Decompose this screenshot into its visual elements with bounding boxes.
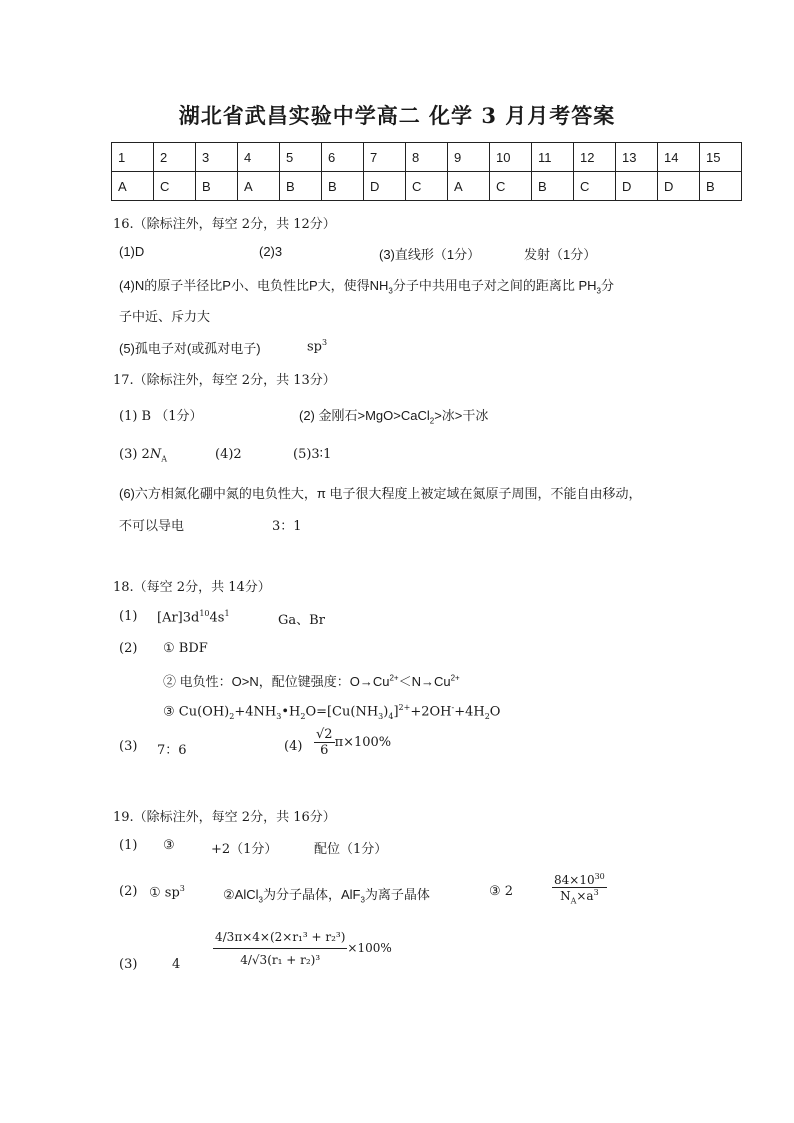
- answer-table-number-row: [112, 143, 742, 172]
- question-number-cell: 13: [616, 143, 658, 172]
- q19-header: 19.（除标注外，每空 2分，共 16分）: [113, 810, 336, 825]
- q16-p4a2: 分子中共用电子对之间的距离比 PH: [392, 278, 597, 293]
- q18-p1b-sup1: 10: [199, 609, 210, 618]
- q18-part3-label: (3): [119, 739, 138, 754]
- q18-p2iii-i: O: [489, 704, 501, 720]
- q19-p2c-sub2: 3: [360, 895, 365, 905]
- q17-p3-na: N: [149, 447, 162, 462]
- q18-part2-ii: [163, 671, 460, 690]
- q19-p2-denominator: [552, 888, 607, 905]
- q17-part6-ratio: 3：1: [272, 519, 302, 534]
- q18-p4-denominator: 6: [320, 743, 329, 758]
- q16-p4a3: 分: [600, 278, 614, 293]
- q19-p2b-sup: 3: [179, 884, 185, 893]
- q19-part3-formula: [213, 930, 392, 967]
- answer-cell: D: [658, 172, 700, 201]
- q18-p2iii-c: •H: [281, 704, 301, 720]
- q19-p3-denominator: 4/√3(r₁ + r₂)³: [240, 953, 321, 967]
- q18-part2-i: ① BDF: [163, 641, 208, 656]
- answer-cell: D: [616, 172, 658, 201]
- q18-p2ii-b: ＜N→Cu: [398, 674, 451, 689]
- q17-part6-line2: 不可以导电: [119, 518, 185, 533]
- answer-cell: C: [574, 172, 616, 201]
- q19-part1-bond: 配位（1分）: [314, 842, 388, 857]
- q19-p2c: ②AlCl: [223, 887, 259, 902]
- q19-part2-iii: ③ 2: [489, 884, 514, 899]
- answer-cell: B: [532, 172, 574, 201]
- q18-p2iii-s3: 2: [300, 711, 306, 721]
- q19-p2-num-text: 84×10: [554, 873, 595, 887]
- q19-part1-label: (1): [119, 838, 138, 853]
- question-number-cell: 10: [490, 143, 532, 172]
- q16-part5-b: [307, 338, 327, 354]
- q18-p2iii-s5: 4: [388, 711, 394, 721]
- question-number-cell: 2: [154, 143, 196, 172]
- q18-p2iii-s6: 2: [484, 711, 490, 721]
- question-number-cell: 4: [238, 143, 280, 172]
- q17-part2: [299, 405, 488, 426]
- q16-part4-line1: [119, 275, 614, 296]
- q19-p2-numerator: [552, 872, 607, 888]
- q16-p5b: sp: [307, 339, 322, 355]
- q18-p2iii-f: ]: [393, 704, 399, 720]
- q17-p3-na-sub: A: [161, 454, 167, 464]
- q18-p1b: [Ar]3d: [157, 610, 200, 626]
- q19-part3-count: 4: [172, 957, 181, 972]
- q18-p4-numerator: √2: [316, 727, 333, 742]
- question-number-cell: 9: [448, 143, 490, 172]
- q18-p2ii-sup2: 2+: [450, 673, 460, 683]
- q18-p2iii-b: +4NH: [234, 704, 277, 720]
- q18-p2iii-sup: 2+: [398, 703, 411, 712]
- answer-cell: A: [448, 172, 490, 201]
- q18-header: 18.（每空 2分，共 14分）: [113, 580, 271, 595]
- q19-p2-den-text2: ×a: [576, 889, 594, 903]
- q18-p2ii-sup: 2+: [389, 673, 399, 683]
- q18-p4-fraction: [314, 727, 335, 758]
- q19-p2c-sub: 3: [258, 895, 263, 905]
- q19-p2c2: 为分子晶体，AlF: [262, 887, 361, 902]
- answer-cell: C: [490, 172, 532, 201]
- q19-p3-numerator: 4/3π×4×(2×r₁³ + r₂³): [213, 930, 347, 949]
- q16-p4a2-sub: 3: [596, 286, 601, 296]
- q18-part1-label: (1): [119, 609, 138, 624]
- q18-p2iii-sup2: -: [451, 703, 455, 712]
- q19-part2-i: [149, 884, 185, 900]
- q17-part5: (5)3∶1: [293, 447, 332, 462]
- q18-p1b-sup2: 1: [224, 609, 230, 618]
- q17-part1: (1) B （1分）: [119, 409, 203, 424]
- q18-p2iii-s4: 3: [378, 711, 384, 721]
- q18-part2-iii: [163, 703, 500, 721]
- q18-p2iii-h: +4H: [454, 704, 485, 720]
- page-title: 湖北省武昌实验中学高二 化学 3 月月考答案: [178, 103, 616, 128]
- q19-part3-label: (3): [119, 957, 138, 972]
- q19-p2-den-sup: 3: [593, 888, 599, 897]
- q19-p2b: ① sp: [149, 885, 180, 901]
- q18-p1b2: 4s: [209, 610, 225, 626]
- q16-part2: (2)3: [259, 244, 283, 259]
- q18-part1-config: [157, 609, 230, 625]
- answer-cell: C: [406, 172, 448, 201]
- q19-part2-label: (2): [119, 884, 138, 899]
- question-number-cell: 15: [700, 143, 742, 172]
- q18-part1-elements: Ga、Br: [278, 613, 325, 628]
- q18-p4-tail: π×100%: [334, 735, 392, 750]
- q19-p2-fraction: [552, 872, 607, 905]
- question-number-cell: 3: [196, 143, 238, 172]
- q19-part1-answer: ③: [163, 838, 175, 853]
- q19-part1-valence: +2（1分）: [211, 842, 278, 857]
- q18-p2iii-s1: 2: [229, 711, 235, 721]
- q16-part4-line2: 子中近、斥力大: [119, 309, 211, 324]
- q18-p2iii-g: +2OH: [410, 704, 452, 720]
- question-number-cell: 8: [406, 143, 448, 172]
- answer-cell: B: [700, 172, 742, 201]
- q17-part4: (4)2: [215, 447, 242, 462]
- answer-cell: C: [154, 172, 196, 201]
- q18-part2-label: (2): [119, 641, 138, 656]
- q18-part4-label: (4): [284, 739, 303, 754]
- question-number-cell: 5: [280, 143, 322, 172]
- q17-p2a: (2) 金刚石>MgO>CaCl: [299, 408, 430, 423]
- answer-table: [111, 142, 742, 201]
- answer-cell: B: [322, 172, 364, 201]
- q18-p2iii-s2: 3: [276, 711, 282, 721]
- q17-header: 17.（除标注外，每空 2分，共 13分）: [113, 373, 336, 388]
- q18-p2iii-d: O=[Cu(NH: [305, 704, 379, 720]
- answer-table-answer-row: [112, 172, 742, 201]
- q18-p2iii-e: ): [383, 704, 389, 720]
- answer-cell: A: [112, 172, 154, 201]
- q16-p5b-sup: 3: [322, 338, 328, 347]
- q18-p2iii: ③ Cu(OH): [163, 704, 230, 720]
- q19-p2-num-sup: 30: [594, 872, 605, 881]
- q19-p3-fraction: [213, 930, 347, 967]
- answer-cell: B: [196, 172, 238, 201]
- question-number-cell: 12: [574, 143, 616, 172]
- q16-header: 16.（除标注外，每空 2分，共 12分）: [113, 217, 336, 232]
- q16-part1: (1)D: [119, 244, 145, 259]
- q19-part2-formula: [552, 872, 607, 905]
- question-number-cell: 1: [112, 143, 154, 172]
- answer-cell: A: [238, 172, 280, 201]
- q18-part4-formula: [314, 727, 391, 758]
- q16-p4a: (4)N的原子半径比P小、电负性比P大，使得NH: [119, 278, 389, 293]
- q17-part6-line1: (6)六方相氮化硼中氮的电负性大，π 电子很大程度上被定域在氮原子周围，不能自由移动，: [119, 486, 642, 501]
- q19-part2-ii: [223, 884, 430, 905]
- q16-part3: (3)直线形（1分）: [379, 247, 481, 262]
- question-number-cell: 14: [658, 143, 700, 172]
- answer-cell: B: [280, 172, 322, 201]
- question-number-cell: 11: [532, 143, 574, 172]
- answer-cell: D: [364, 172, 406, 201]
- q17-p2b: >冰>干冰: [434, 408, 489, 423]
- q18-p2ii: ② 电负性：O>N，配位键强度：O→Cu: [163, 674, 390, 689]
- q17-p2-sub: 2: [429, 416, 435, 426]
- q19-p2-den-sub: A: [570, 896, 577, 906]
- question-number-cell: 6: [322, 143, 364, 172]
- q17-p3a: (3) 2: [119, 447, 150, 462]
- q16-part5: (5)孤电子对(或孤对电子): [119, 341, 261, 356]
- q18-part3-ratio: 7：6: [157, 743, 187, 758]
- q19-p2c3: 为离子晶体: [364, 887, 430, 902]
- q16-part3-b: 发射（1分）: [524, 247, 597, 262]
- q16-p4a-sub: 3: [388, 286, 393, 296]
- q17-part3: [119, 447, 167, 464]
- q19-p2-den-text: N: [560, 889, 571, 903]
- question-number-cell: 7: [364, 143, 406, 172]
- q19-p3-tail: ×100%: [347, 941, 392, 955]
